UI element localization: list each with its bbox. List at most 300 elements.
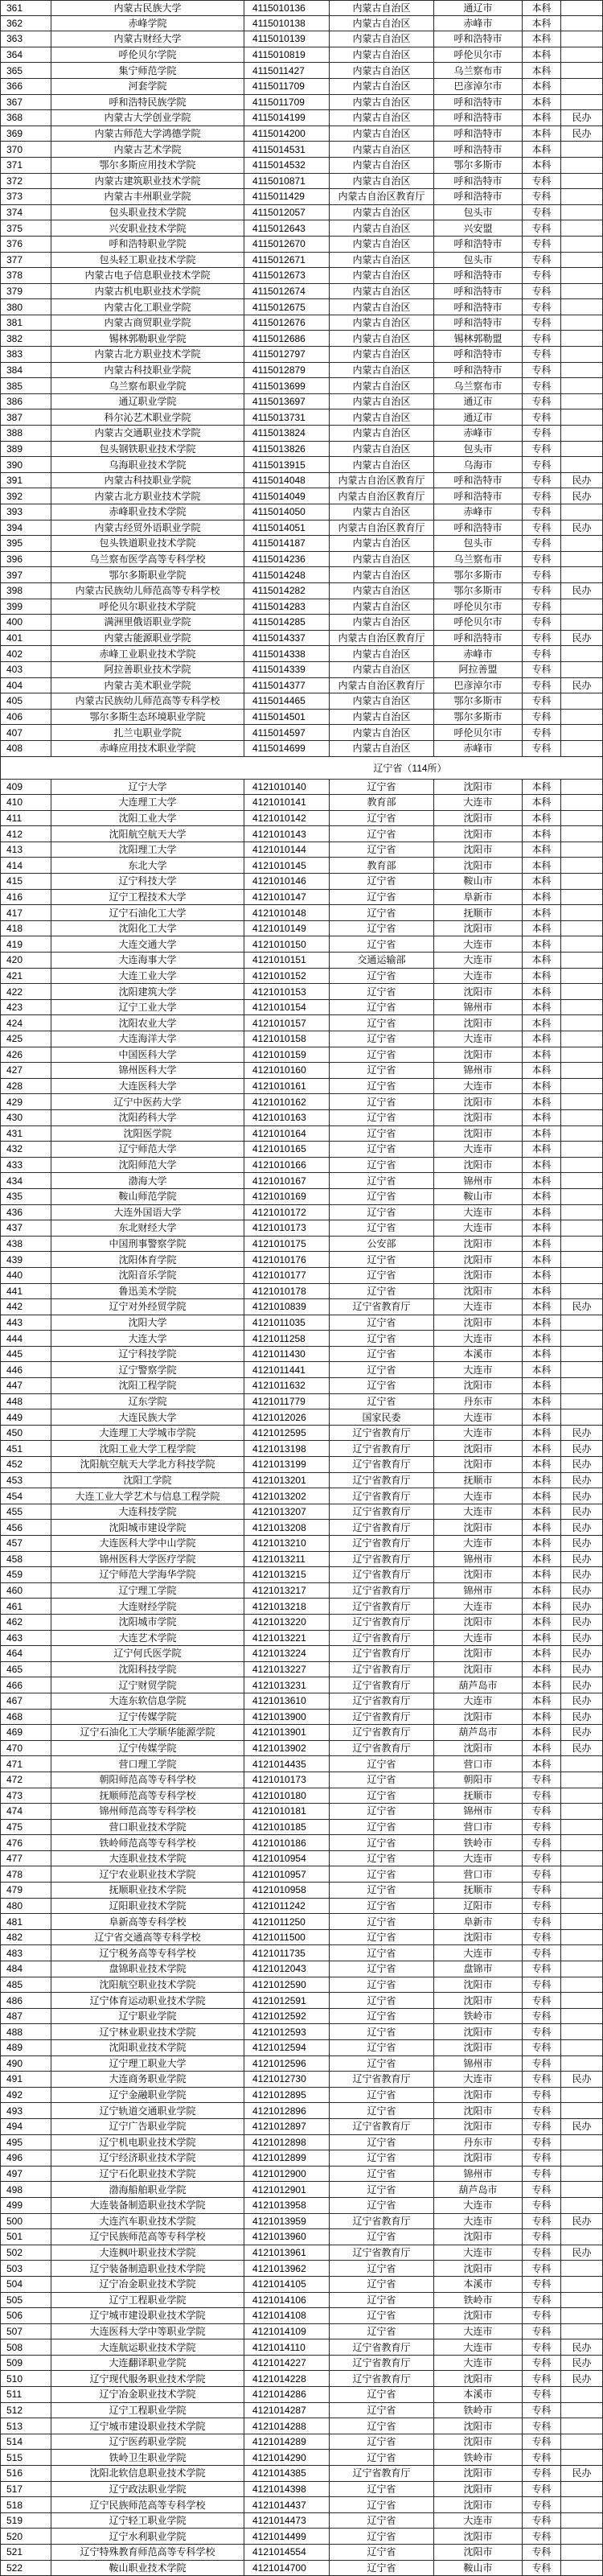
- row-index: 467: [0, 1693, 51, 1709]
- city: 呼伦贝尔市: [434, 47, 523, 63]
- note: 民办: [561, 521, 603, 536]
- table-row: [0, 1883, 603, 1899]
- note: [561, 2277, 603, 2292]
- level: 本科: [523, 1126, 561, 1142]
- note: [561, 1205, 603, 1220]
- note: 民办: [561, 1583, 603, 1599]
- level: 专科: [523, 552, 561, 567]
- school-code: 4115014337: [244, 631, 330, 646]
- level: 专科: [523, 2308, 561, 2323]
- school-name: 辽宁工程职业学院: [51, 2293, 244, 2308]
- authority: 教育部: [330, 858, 434, 873]
- school-code: 4121013902: [244, 1741, 330, 1756]
- table-row: [0, 47, 603, 64]
- note: [561, 2418, 603, 2434]
- table-row: [0, 1315, 603, 1331]
- note: [561, 16, 603, 31]
- authority: 辽宁省: [330, 1993, 434, 2008]
- note: [561, 2293, 603, 2308]
- row-index: 391: [0, 473, 51, 488]
- level: 专科: [523, 1977, 561, 1993]
- city: 沈阳市: [434, 1567, 523, 1582]
- note: [561, 79, 603, 94]
- school-code: 4121014106: [244, 2293, 330, 2308]
- authority: 辽宁省: [330, 2529, 434, 2544]
- note: [561, 1347, 603, 1362]
- level: 专科: [523, 2529, 561, 2544]
- school-code: 4115014049: [244, 488, 330, 504]
- row-index: 457: [0, 1536, 51, 1551]
- school-name: 沈阳音乐学院: [51, 1268, 244, 1283]
- city: 抚顺市: [434, 1883, 523, 1898]
- row-index: 484: [0, 1961, 51, 1977]
- authority: 辽宁省教育厅: [330, 2371, 434, 2386]
- school-code: 4121013210: [244, 1536, 330, 1551]
- school-code: 4121011035: [244, 1315, 330, 1331]
- city: 本溪市: [434, 2387, 523, 2402]
- school-name: 沈阳航空职业技术学院: [51, 1977, 244, 1993]
- school-name: 内蒙古能源职业学院: [51, 631, 244, 646]
- level: 专科: [523, 741, 561, 756]
- school-name: 辽宁金融职业学院: [51, 2088, 244, 2103]
- note: [561, 1993, 603, 2008]
- school-code: 4115014048: [244, 473, 330, 488]
- school-code: 4121014473: [244, 2513, 330, 2529]
- row-index: 367: [0, 95, 51, 110]
- row-index: 520: [0, 2529, 51, 2544]
- table-row: [0, 2403, 603, 2419]
- school-code: 4121010958: [244, 1883, 330, 1898]
- school-code: 4121013201: [244, 1473, 330, 1488]
- school-name: 辽宁传媒学院: [51, 1741, 244, 1756]
- city: 大连市: [434, 1599, 523, 1614]
- school-name: 辽宁轻工职业学院: [51, 2513, 244, 2529]
- city: 呼伦贝尔市: [434, 725, 523, 740]
- row-index: 390: [0, 457, 51, 472]
- school-name: 大连民族大学: [51, 1409, 244, 1425]
- school-name: 辽宁警察学院: [51, 1362, 244, 1377]
- city: 赤峰市: [434, 426, 523, 441]
- row-index: 433: [0, 1158, 51, 1173]
- table-row: [0, 1426, 603, 1442]
- school-code: 4121011258: [244, 1331, 330, 1346]
- table-row: [0, 826, 603, 842]
- table-row: [0, 521, 603, 537]
- row-index: 362: [0, 16, 51, 31]
- city: 呼和浩特市: [434, 521, 523, 536]
- city: 呼和浩特市: [434, 363, 523, 378]
- authority: 内蒙古自治区: [330, 47, 434, 63]
- section-header: [0, 757, 603, 780]
- city: 锡林郭勒盟: [434, 331, 523, 346]
- authority: 辽宁省: [330, 1252, 434, 1267]
- note: [561, 1851, 603, 1866]
- level: 专科: [523, 2339, 561, 2355]
- school-name: 内蒙古丰州职业学院: [51, 189, 244, 204]
- school-name: 大连商务职业学院: [51, 2072, 244, 2087]
- level: 本科: [523, 1504, 561, 1520]
- school-name: 辽阳职业技术学院: [51, 1899, 244, 1914]
- school-code: 4115014531: [244, 142, 330, 157]
- row-index: 408: [0, 741, 51, 756]
- school-name: 内蒙古科技职业学院: [51, 473, 244, 488]
- table-row: [0, 2387, 603, 2403]
- note: [561, 47, 603, 63]
- authority: 辽宁省: [330, 2277, 434, 2292]
- city: 沈阳市: [434, 2261, 523, 2276]
- authority: 内蒙古自治区: [330, 268, 434, 283]
- table-row: [0, 2103, 603, 2119]
- note: [561, 2056, 603, 2072]
- level: 本科: [523, 1237, 561, 1252]
- school-name: 大连职业技术学院: [51, 1851, 244, 1866]
- level: 专科: [523, 631, 561, 646]
- note: [561, 2324, 603, 2339]
- table-row: [0, 189, 603, 205]
- school-name: 包头钢铁职业技术学院: [51, 442, 244, 457]
- row-index: 378: [0, 268, 51, 283]
- row-index: 379: [0, 284, 51, 299]
- school-code: 4115010138: [244, 16, 330, 31]
- level: 本科: [523, 858, 561, 873]
- table-row: [0, 1599, 603, 1615]
- authority: 辽宁省: [330, 1063, 434, 1078]
- school-name: 辽宁师范大学海华学院: [51, 1567, 244, 1582]
- city: 沈阳市: [434, 2103, 523, 2118]
- school-code: 4121010149: [244, 921, 330, 936]
- note: [561, 426, 603, 441]
- authority: 辽宁省: [330, 1000, 434, 1015]
- level: 专科: [523, 2229, 561, 2245]
- school-code: 4121013221: [244, 1631, 330, 1646]
- level: 本科: [523, 1615, 561, 1630]
- level: 本科: [523, 1315, 561, 1331]
- authority: 辽宁省: [330, 2150, 434, 2166]
- row-index: 380: [0, 299, 51, 315]
- level: 专科: [523, 284, 561, 299]
- table-row: [0, 1220, 603, 1237]
- note: 民办: [561, 1631, 603, 1646]
- row-index: 510: [0, 2371, 51, 2386]
- row-index: 502: [0, 2245, 51, 2261]
- level: 本科: [523, 95, 561, 110]
- city: 大连市: [434, 1409, 523, 1425]
- city: 沈阳市: [434, 1237, 523, 1252]
- school-code: 4121013202: [244, 1488, 330, 1504]
- note: [561, 2434, 603, 2450]
- table-row: [0, 2308, 603, 2324]
- school-name: 赤峰应用技术职业学院: [51, 741, 244, 756]
- level: 本科: [523, 1158, 561, 1173]
- city: 大连市: [434, 1631, 523, 1646]
- school-name: 辽宁经济职业技术学院: [51, 2150, 244, 2166]
- table-row: [0, 1409, 603, 1426]
- city: 抚顺市: [434, 905, 523, 920]
- school-code: 4121010148: [244, 905, 330, 920]
- table-row: [0, 1362, 603, 1378]
- school-name: 辽宁理工学院: [51, 1583, 244, 1599]
- school-code: 4115012643: [244, 220, 330, 236]
- level: 专科: [523, 2561, 561, 2576]
- note: [561, 442, 603, 457]
- authority: 内蒙古自治区: [330, 253, 434, 268]
- school-name: 包头铁道职业技术学院: [51, 536, 244, 551]
- authority: 辽宁省: [330, 1220, 434, 1236]
- authority: 辽宁省: [330, 1914, 434, 1929]
- city: 沈阳市: [434, 826, 523, 842]
- row-index: 494: [0, 2119, 51, 2134]
- table-row: [0, 142, 603, 158]
- level: 专科: [523, 473, 561, 488]
- note: 民办: [561, 1646, 603, 1661]
- school-code: 4115014051: [244, 521, 330, 536]
- row-index: 479: [0, 1883, 51, 1898]
- school-name: 辽宁冶金职业技术学院: [51, 2387, 244, 2402]
- authority: 交通运输部: [330, 953, 434, 968]
- city: 大连市: [434, 1205, 523, 1220]
- city: 大连市: [434, 1693, 523, 1709]
- school-code: 4121012590: [244, 1977, 330, 1993]
- school-code: 4121013958: [244, 2198, 330, 2213]
- table-row: [0, 1631, 603, 1647]
- row-index: 441: [0, 1284, 51, 1299]
- level: 专科: [523, 1914, 561, 1929]
- city: 大连市: [434, 2245, 523, 2261]
- level: 本科: [523, 1662, 561, 1677]
- section-title: 辽宁省（114所）: [373, 762, 447, 774]
- city: 大连市: [434, 1142, 523, 1157]
- authority: 辽宁省: [330, 1347, 434, 1362]
- school-name: 沈阳师范大学: [51, 1158, 244, 1173]
- school-code: 4121014287: [244, 2403, 330, 2418]
- school-name: 内蒙古科技职业学院: [51, 363, 244, 378]
- table-row: [0, 110, 603, 126]
- school-code: 4121014554: [244, 2545, 330, 2560]
- school-code: 4115011427: [244, 63, 330, 78]
- note: [561, 795, 603, 810]
- authority: 辽宁省: [330, 1835, 434, 1850]
- city: 通辽市: [434, 394, 523, 409]
- city: 沈阳市: [434, 1158, 523, 1173]
- row-index: 365: [0, 63, 51, 78]
- school-name: 中国医科大学: [51, 1047, 244, 1063]
- table-row: [0, 2229, 603, 2245]
- table-row: [0, 583, 603, 599]
- school-name: 大连海事大学: [51, 953, 244, 968]
- table-row: [0, 2072, 603, 2088]
- city: 沈阳市: [434, 1710, 523, 1725]
- row-index: 421: [0, 969, 51, 984]
- row-index: 372: [0, 174, 51, 189]
- table-row: [0, 299, 603, 315]
- school-name: 辽宁石化职业技术学院: [51, 2167, 244, 2182]
- row-index: 469: [0, 1725, 51, 1740]
- level: 专科: [523, 1930, 561, 1945]
- school-name: 沈阳工程学院: [51, 1378, 244, 1393]
- city: 丹东市: [434, 1394, 523, 1409]
- level: 本科: [523, 1079, 561, 1094]
- level: 专科: [523, 583, 561, 599]
- city: 盘锦市: [434, 1961, 523, 1977]
- row-index: 462: [0, 1615, 51, 1630]
- table-row: [0, 1993, 603, 2009]
- level: 本科: [523, 1347, 561, 1362]
- level: 本科: [523, 1, 561, 15]
- note: 民办: [561, 110, 603, 126]
- school-code: 4121014108: [244, 2308, 330, 2323]
- table-row: [0, 662, 603, 678]
- level: 专科: [523, 1820, 561, 1835]
- school-name: 沈阳药科大学: [51, 1110, 244, 1125]
- note: [561, 1173, 603, 1188]
- authority: 内蒙古自治区: [330, 599, 434, 615]
- school-code: 4121012043: [244, 1961, 330, 1977]
- table-row: [0, 858, 603, 874]
- city: 锦州市: [434, 1804, 523, 1819]
- level: 本科: [523, 142, 561, 157]
- level: 专科: [523, 2356, 561, 2371]
- row-index: 459: [0, 1567, 51, 1582]
- school-code: 4121011632: [244, 1378, 330, 1393]
- level: 本科: [523, 1646, 561, 1661]
- authority: 内蒙古自治区: [330, 299, 434, 315]
- school-code: 4121013961: [244, 2245, 330, 2261]
- school-code: 4121010173: [244, 1772, 330, 1788]
- authority: 内蒙古自治区: [330, 363, 434, 378]
- city: 大连市: [434, 1220, 523, 1236]
- school-name: 大连东软信息学院: [51, 1693, 244, 1709]
- note: [561, 189, 603, 204]
- school-name: 沈阳北软信息职业技术学院: [51, 2466, 244, 2481]
- school-code: 4121010157: [244, 1015, 330, 1031]
- school-name: 沈阳大学: [51, 1315, 244, 1331]
- row-index: 382: [0, 331, 51, 346]
- city: 大连市: [434, 1488, 523, 1504]
- authority: 辽宁省教育厅: [330, 2214, 434, 2229]
- row-index: 371: [0, 158, 51, 173]
- table-row: [0, 63, 603, 79]
- row-index: 440: [0, 1268, 51, 1283]
- note: [561, 1409, 603, 1425]
- table-row: [0, 174, 603, 190]
- table-row: [0, 2356, 603, 2372]
- school-code: 4121014435: [244, 1756, 330, 1772]
- level: 本科: [523, 1031, 561, 1047]
- school-name: 辽宁轨道交通职业学院: [51, 2103, 244, 2118]
- authority: 辽宁省: [330, 2545, 434, 2560]
- level: 专科: [523, 2135, 561, 2150]
- city: 阿拉善盟: [434, 662, 523, 677]
- school-name: 沈阳航空航天大学: [51, 826, 244, 842]
- row-index: 419: [0, 936, 51, 952]
- level: 专科: [523, 2198, 561, 2213]
- school-name: 集宁师范学院: [51, 63, 244, 78]
- school-name: 辽宁装备制造职业技术学院: [51, 2261, 244, 2276]
- level: 本科: [523, 1756, 561, 1772]
- table-row: [0, 158, 603, 174]
- city: 葫芦岛市: [434, 2182, 523, 2197]
- row-index: 415: [0, 874, 51, 889]
- table-row: [0, 1851, 603, 1867]
- level: 专科: [523, 2545, 561, 2560]
- school-code: 4121014105: [244, 2277, 330, 2292]
- row-index: 465: [0, 1662, 51, 1677]
- authority: 辽宁省: [330, 826, 434, 842]
- city: 大连市: [434, 2214, 523, 2229]
- city: 呼和浩特市: [434, 347, 523, 362]
- row-index: 386: [0, 394, 51, 409]
- city: 营口市: [434, 1756, 523, 1772]
- row-index: 482: [0, 1930, 51, 1945]
- city: 包头市: [434, 205, 523, 220]
- table-row: [0, 1457, 603, 1473]
- note: [561, 268, 603, 283]
- city: 锦州市: [434, 1063, 523, 1078]
- city: 沈阳市: [434, 1662, 523, 1677]
- school-name: 内蒙古财经大学: [51, 31, 244, 47]
- authority: 内蒙古自治区教育厅: [330, 678, 434, 693]
- row-index: 473: [0, 1788, 51, 1804]
- table-row: [0, 1268, 603, 1284]
- authority: 辽宁省教育厅: [330, 2119, 434, 2134]
- school-name: 辽宁税务高等专科学校: [51, 1945, 244, 1961]
- row-index: 364: [0, 47, 51, 63]
- table-row: [0, 268, 603, 284]
- level: 专科: [523, 567, 561, 582]
- level: 本科: [523, 1725, 561, 1740]
- table-row: [0, 442, 603, 458]
- school-name: 包头轻工职业技术学院: [51, 253, 244, 268]
- row-index: 416: [0, 890, 51, 905]
- table-row: [0, 95, 603, 111]
- school-name: 辽宁财贸学院: [51, 1677, 244, 1693]
- row-index: 387: [0, 409, 51, 425]
- school-code: 4121012593: [244, 2024, 330, 2039]
- level: 本科: [523, 842, 561, 858]
- row-index: 499: [0, 2198, 51, 2213]
- row-index: 435: [0, 1189, 51, 1204]
- city: 沈阳市: [434, 1457, 523, 1472]
- row-index: 427: [0, 1063, 51, 1078]
- row-index: 504: [0, 2277, 51, 2292]
- authority: 内蒙古自治区: [330, 142, 434, 157]
- row-index: 428: [0, 1079, 51, 1094]
- school-name: 内蒙古化工职业学院: [51, 299, 244, 315]
- row-index: 513: [0, 2418, 51, 2434]
- row-index: 443: [0, 1315, 51, 1331]
- school-name: 阿拉善职业技术学院: [51, 662, 244, 677]
- school-code: 4115011709: [244, 79, 330, 94]
- authority: 公安部: [330, 1237, 434, 1252]
- row-index: 472: [0, 1772, 51, 1788]
- level: 本科: [523, 1552, 561, 1567]
- authority: 内蒙古自治区: [330, 284, 434, 299]
- authority: 辽宁省教育厅: [330, 1488, 434, 1504]
- table-row: [0, 426, 603, 442]
- authority: 辽宁省: [330, 1189, 434, 1204]
- note: 民办: [561, 1662, 603, 1677]
- authority: 辽宁省: [330, 2056, 434, 2072]
- authority: 内蒙古自治区: [330, 725, 434, 740]
- table-row: [0, 1047, 603, 1064]
- level: 专科: [523, 2513, 561, 2529]
- level: 本科: [523, 31, 561, 47]
- authority: 辽宁省: [330, 1772, 434, 1788]
- table-row: [0, 378, 603, 394]
- level: 本科: [523, 1426, 561, 1441]
- row-index: 429: [0, 1094, 51, 1109]
- school-code: 4115014285: [244, 615, 330, 630]
